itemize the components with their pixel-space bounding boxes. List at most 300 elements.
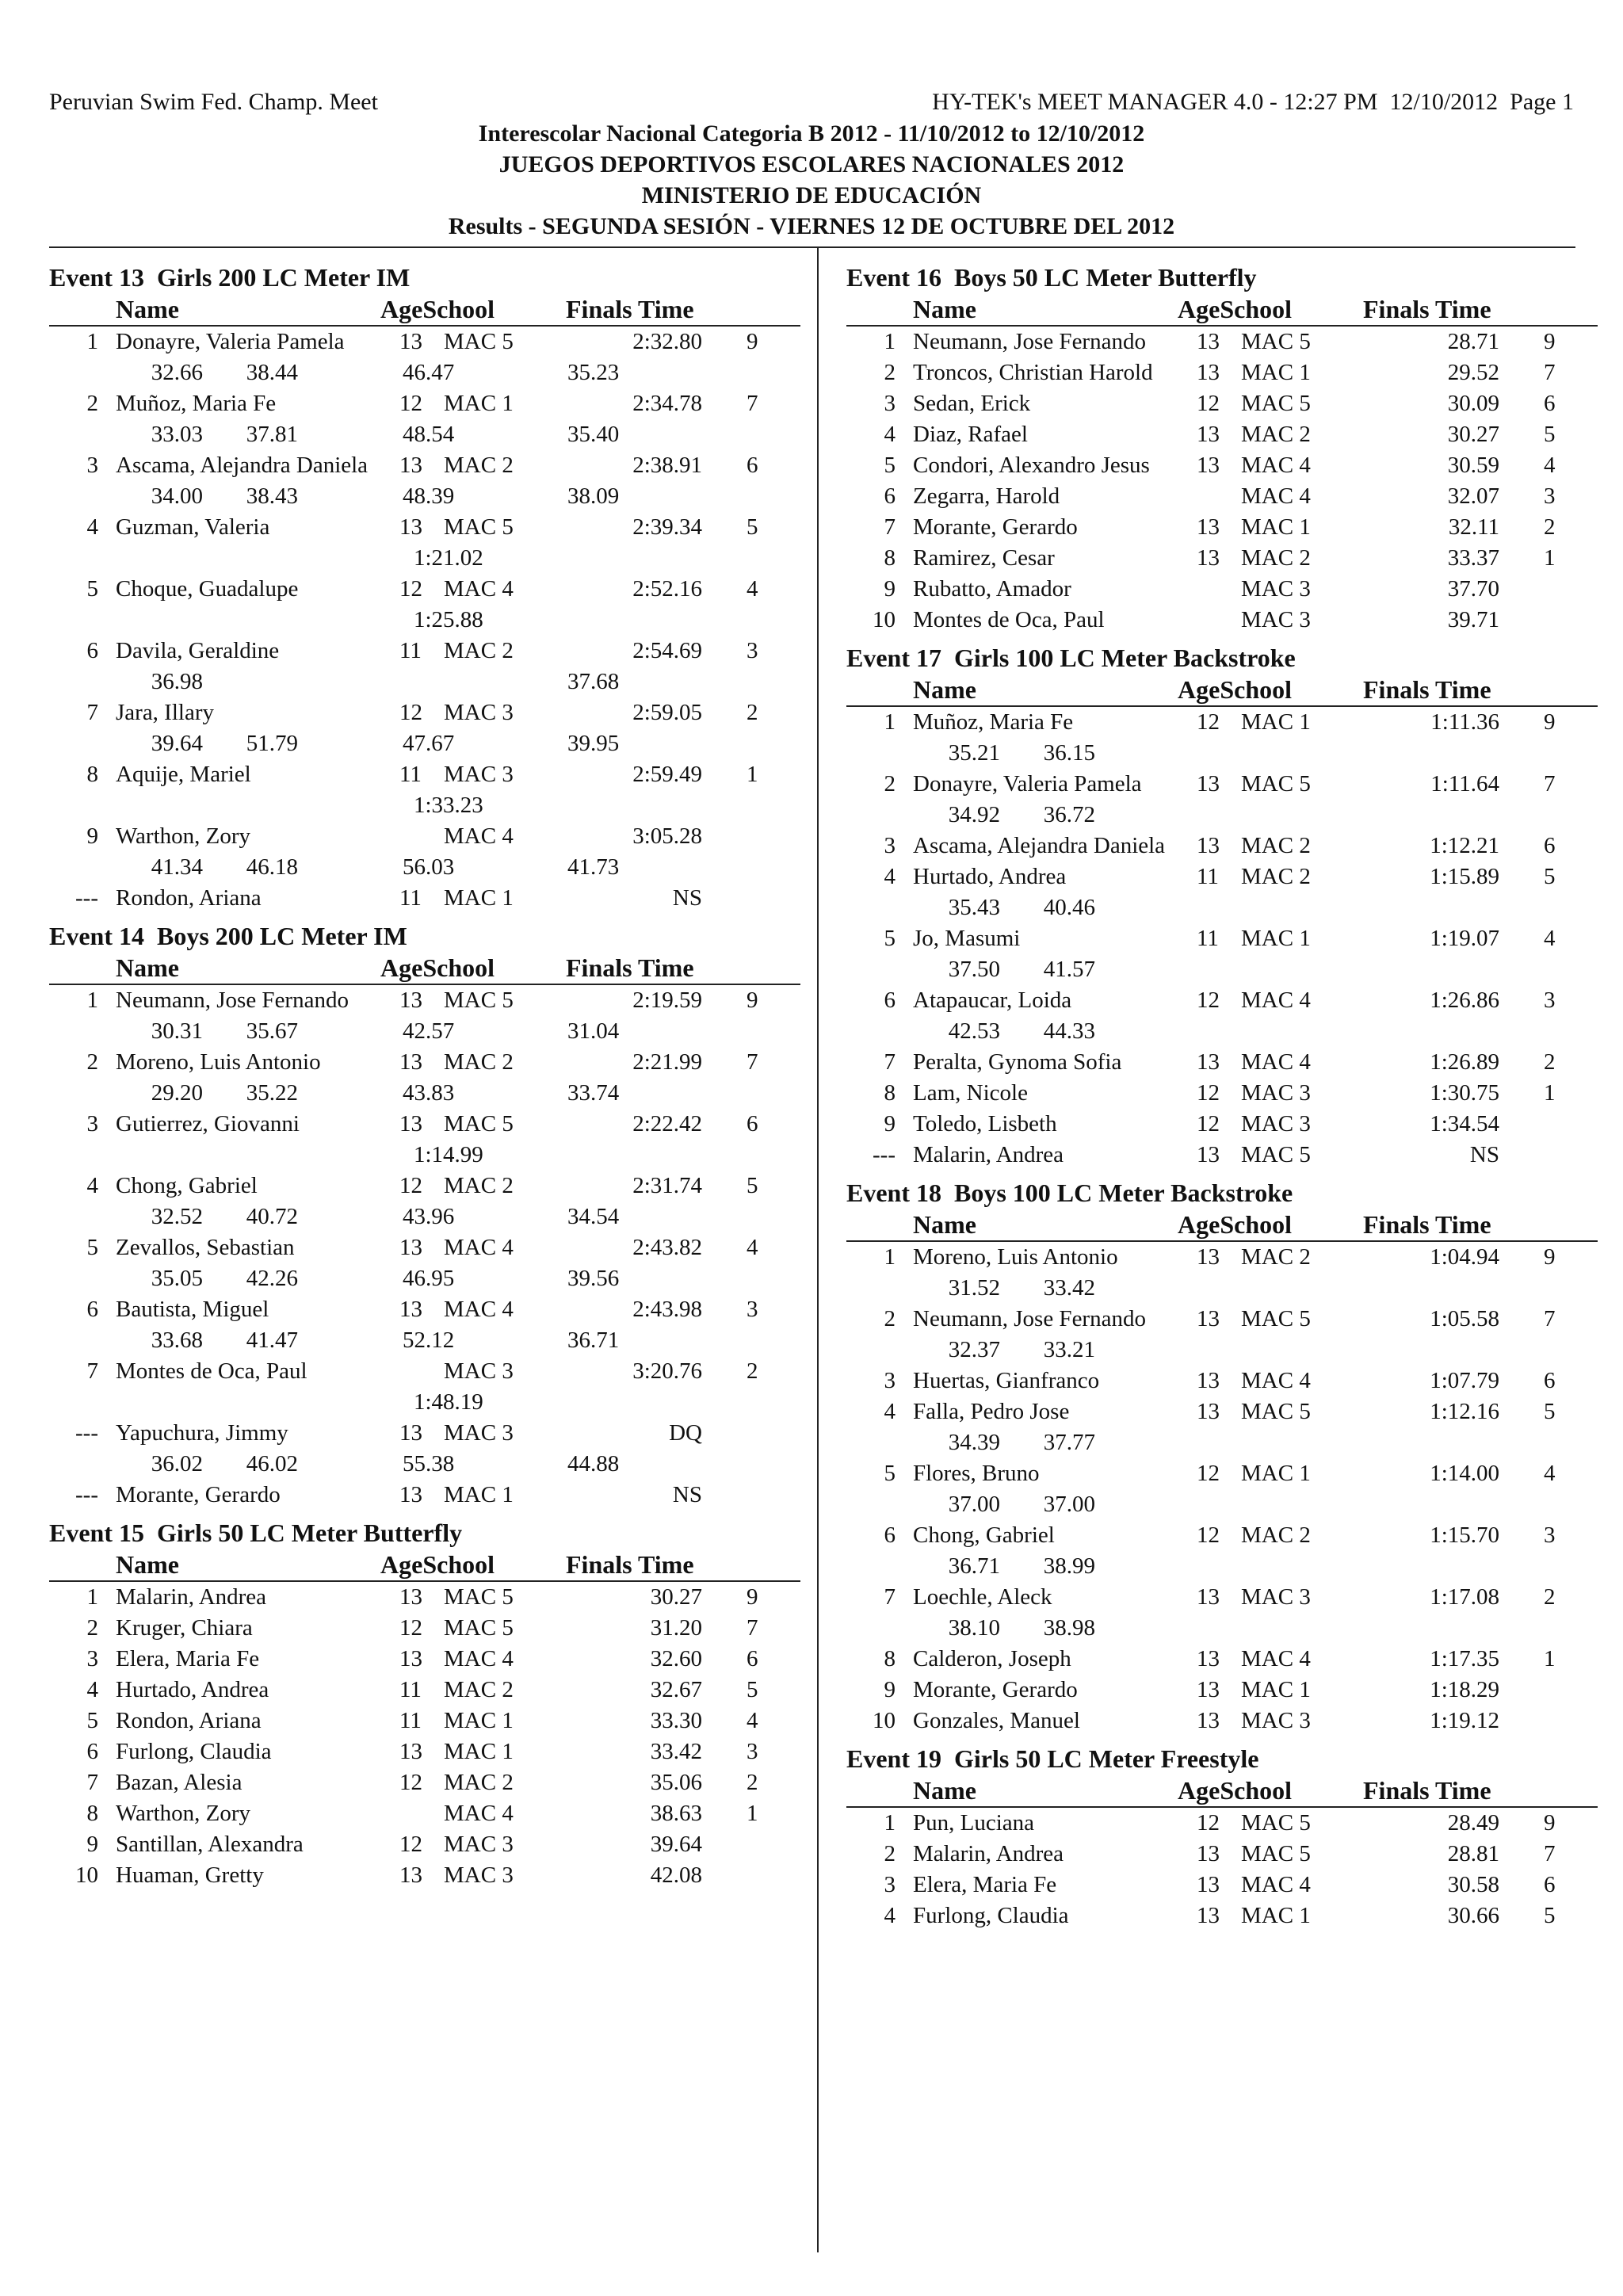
finals-time: 1:15.89 xyxy=(1430,864,1499,889)
split-row xyxy=(846,954,1598,985)
place: 3 xyxy=(86,453,98,478)
points: 5 xyxy=(747,1173,758,1198)
meet-name: Peruvian Swim Fed. Champ. Meet xyxy=(49,89,378,115)
points: 9 xyxy=(747,988,758,1013)
col-header-finals-time: Finals Time xyxy=(566,295,694,323)
age: 12 xyxy=(399,1770,422,1795)
result-row xyxy=(49,1232,800,1263)
age: 13 xyxy=(1197,1841,1220,1866)
column-divider xyxy=(817,247,819,2252)
col-header-name: Name xyxy=(913,675,976,704)
age: 13 xyxy=(1197,329,1220,354)
result-row xyxy=(846,388,1598,419)
place: 7 xyxy=(86,1358,98,1384)
school: MAC 5 xyxy=(444,514,514,540)
school: MAC 2 xyxy=(444,1049,514,1075)
event-title: Event 18 Boys 100 LC Meter Backstroke xyxy=(846,1179,1293,1207)
swimmer-name: Hurtado, Andrea xyxy=(913,864,1067,889)
school: MAC 5 xyxy=(444,1584,514,1610)
split-time: 37.00 xyxy=(948,1492,1000,1517)
swimmer-name: Furlong, Claudia xyxy=(116,1739,272,1764)
result-row xyxy=(49,1480,800,1511)
points: 7 xyxy=(1544,771,1556,797)
school: MAC 1 xyxy=(1241,709,1311,735)
finals-time: 1:17.08 xyxy=(1430,1584,1499,1610)
swimmer-name: Ramirez, Cesar xyxy=(913,545,1055,571)
place: 1 xyxy=(884,709,896,735)
result-row xyxy=(846,574,1598,605)
result-row xyxy=(49,1798,800,1829)
finals-time: 32.07 xyxy=(1447,483,1499,509)
school: MAC 2 xyxy=(444,1677,514,1702)
split-time: 55.38 xyxy=(403,1451,455,1477)
place: --- xyxy=(75,885,98,911)
points: 7 xyxy=(1544,360,1556,385)
school: MAC 1 xyxy=(1241,360,1311,385)
result-row xyxy=(846,1047,1598,1078)
age: 13 xyxy=(399,1235,422,1260)
place: 7 xyxy=(884,514,896,540)
split-time: 52.12 xyxy=(403,1328,455,1353)
finals-time: NS xyxy=(1469,1142,1499,1167)
split-time: 34.00 xyxy=(151,483,203,509)
finals-time: 33.30 xyxy=(650,1708,702,1733)
school: MAC 5 xyxy=(1241,1142,1311,1167)
school: MAC 5 xyxy=(444,1111,514,1137)
split-time: 35.67 xyxy=(246,1018,298,1044)
finals-time: 37.70 xyxy=(1447,576,1499,602)
swimmer-name: Flores, Bruno xyxy=(913,1461,1040,1486)
school: MAC 4 xyxy=(444,1646,514,1671)
swimmer-name: Neumann, Jose Fernando xyxy=(913,329,1146,354)
place: 1 xyxy=(884,1810,896,1836)
result-row xyxy=(846,450,1598,481)
place: 7 xyxy=(86,1770,98,1795)
points: 9 xyxy=(747,329,758,354)
result-row xyxy=(846,1109,1598,1140)
points: 2 xyxy=(747,1358,758,1384)
col-header-name: Name xyxy=(116,1550,179,1579)
points: 7 xyxy=(747,391,758,416)
points: 4 xyxy=(747,1235,758,1260)
split-row xyxy=(49,1387,800,1418)
split-row xyxy=(49,728,800,759)
place: 6 xyxy=(884,988,896,1013)
swimmer-name: Davila, Geraldine xyxy=(116,638,280,663)
points: 1 xyxy=(747,1801,758,1826)
split-row xyxy=(49,1325,800,1356)
split-row xyxy=(49,852,800,883)
swimmer-name: Morante, Gerardo xyxy=(116,1482,281,1507)
swimmer-name: Malarin, Andrea xyxy=(116,1584,267,1610)
event-title: Event 16 Boys 50 LC Meter Butterfly xyxy=(846,263,1257,292)
split-time: 31.04 xyxy=(567,1018,620,1044)
split-time: 40.46 xyxy=(1043,895,1095,920)
split-time: 34.92 xyxy=(948,802,1000,827)
split-time: 35.05 xyxy=(151,1266,203,1291)
place: 1 xyxy=(86,329,98,354)
split-row xyxy=(49,543,800,574)
finals-time: 1:34.54 xyxy=(1430,1111,1499,1137)
place: 9 xyxy=(86,823,98,849)
age: 13 xyxy=(1197,771,1220,797)
place: 6 xyxy=(884,483,896,509)
event-block xyxy=(846,642,1598,1171)
column-header-row xyxy=(846,293,1598,327)
split-time: 38.99 xyxy=(1043,1553,1095,1579)
split-time: 44.33 xyxy=(1043,1018,1095,1044)
swimmer-name: Chong, Gabriel xyxy=(913,1522,1055,1548)
result-row xyxy=(846,1458,1598,1489)
school: MAC 2 xyxy=(444,1173,514,1198)
result-row xyxy=(49,1418,800,1449)
finals-time: 1:05.58 xyxy=(1430,1306,1499,1331)
result-row xyxy=(846,707,1598,738)
split-time: 33.21 xyxy=(1043,1337,1095,1362)
split-time: 41.57 xyxy=(1043,957,1095,982)
place: 2 xyxy=(884,1841,896,1866)
result-row xyxy=(846,1706,1598,1736)
finals-time: 2:43.82 xyxy=(632,1235,702,1260)
points: 5 xyxy=(747,514,758,540)
swimmer-name: Malarin, Andrea xyxy=(913,1841,1064,1866)
result-row xyxy=(846,327,1598,357)
finals-time: 2:54.69 xyxy=(632,638,702,663)
result-row xyxy=(846,769,1598,800)
result-row xyxy=(49,1356,800,1387)
place: 2 xyxy=(86,1049,98,1075)
split-time: 38.10 xyxy=(948,1615,1000,1641)
finals-time: 42.08 xyxy=(650,1862,702,1888)
finals-time: 30.66 xyxy=(1447,1903,1499,1928)
points: 9 xyxy=(1544,329,1556,354)
age: 13 xyxy=(399,1049,422,1075)
place: --- xyxy=(873,1142,896,1167)
age: 13 xyxy=(399,1584,422,1610)
column-header-row xyxy=(49,1549,800,1582)
points: 1 xyxy=(1544,1646,1556,1671)
software-stamp: HY-TEK's MEET MANAGER 4.0 - 12:27 PM 12/10/2012 Page 1 xyxy=(932,89,1574,115)
split-row xyxy=(846,800,1598,831)
split-row xyxy=(846,738,1598,769)
split-time: 33.03 xyxy=(151,422,203,447)
points: 1 xyxy=(1544,545,1556,571)
age: 13 xyxy=(399,453,422,478)
swimmer-name: Gutierrez, Giovanni xyxy=(116,1111,300,1137)
result-row xyxy=(846,1520,1598,1551)
swimmer-name: Hurtado, Andrea xyxy=(116,1677,269,1702)
place: 5 xyxy=(884,1461,896,1486)
age: 12 xyxy=(1197,1522,1220,1548)
swimmer-name: Morante, Gerardo xyxy=(913,514,1078,540)
result-row xyxy=(846,419,1598,450)
result-row xyxy=(49,985,800,1016)
finals-time: 1:18.29 xyxy=(1430,1677,1499,1702)
finals-time: 1:11.36 xyxy=(1430,709,1499,735)
age: 13 xyxy=(399,1739,422,1764)
swimmer-name: Moreno, Luis Antonio xyxy=(913,1244,1118,1270)
result-row xyxy=(846,1808,1598,1839)
age: 13 xyxy=(1197,1142,1220,1167)
col-header-finals-time: Finals Time xyxy=(1363,1776,1491,1805)
split-row xyxy=(49,1449,800,1480)
place: 2 xyxy=(86,391,98,416)
points: 3 xyxy=(1544,483,1556,509)
points: 2 xyxy=(747,1770,758,1795)
place: 9 xyxy=(86,1832,98,1857)
result-row xyxy=(49,883,800,914)
column-header-row xyxy=(846,1775,1598,1808)
finals-time: DQ xyxy=(669,1420,702,1446)
school: MAC 3 xyxy=(444,1420,514,1446)
result-row xyxy=(846,1839,1598,1870)
age: 13 xyxy=(399,329,422,354)
school: MAC 2 xyxy=(444,638,514,663)
place: 6 xyxy=(86,1297,98,1322)
place: --- xyxy=(75,1482,98,1507)
place: 4 xyxy=(86,1677,98,1702)
col-header-name: Name xyxy=(913,1210,976,1239)
col-header-age-school: AgeSchool xyxy=(1178,295,1292,323)
age: 12 xyxy=(1197,1080,1220,1106)
split-time: 33.68 xyxy=(151,1328,203,1353)
split-time: 36.02 xyxy=(151,1451,203,1477)
split-time: 1:48.19 xyxy=(414,1389,483,1415)
finals-time: 1:04.94 xyxy=(1430,1244,1499,1270)
split-row xyxy=(846,1613,1598,1644)
finals-time: 1:26.86 xyxy=(1430,988,1499,1013)
age: 12 xyxy=(399,1173,422,1198)
result-row xyxy=(49,1171,800,1201)
school: MAC 5 xyxy=(444,988,514,1013)
points: 6 xyxy=(1544,391,1556,416)
result-row xyxy=(846,1396,1598,1427)
finals-time: 2:32.80 xyxy=(632,329,702,354)
split-time: 29.20 xyxy=(151,1080,203,1106)
age: 11 xyxy=(399,762,422,787)
points: 2 xyxy=(1544,514,1556,540)
age: 11 xyxy=(399,1677,422,1702)
finals-time: 33.37 xyxy=(1447,545,1499,571)
age: 13 xyxy=(1197,453,1220,478)
header-rule xyxy=(49,246,1575,248)
age: 11 xyxy=(1197,926,1219,951)
points: 9 xyxy=(747,1584,758,1610)
finals-time: 1:07.79 xyxy=(1430,1368,1499,1393)
age: 12 xyxy=(1197,709,1220,735)
points: 4 xyxy=(1544,453,1556,478)
age: 13 xyxy=(1197,514,1220,540)
age: 13 xyxy=(399,1420,422,1446)
result-row xyxy=(846,543,1598,574)
age: 12 xyxy=(399,1615,422,1641)
place: 5 xyxy=(86,1235,98,1260)
age: 13 xyxy=(399,1111,422,1137)
swimmer-name: Diaz, Rafael xyxy=(913,422,1028,447)
finals-time: 2:59.49 xyxy=(632,762,702,787)
split-time: 40.72 xyxy=(246,1204,298,1229)
place: 1 xyxy=(884,1244,896,1270)
col-header-finals-time: Finals Time xyxy=(566,953,694,982)
title-line-1: Interescolar Nacional Categoria B 2012 - 11/10/2012 to 12/10/2012 xyxy=(478,120,1145,147)
right-column xyxy=(846,262,1598,1938)
school: MAC 1 xyxy=(1241,926,1311,951)
school: MAC 4 xyxy=(1241,1646,1311,1671)
school: MAC 4 xyxy=(444,823,514,849)
result-row xyxy=(49,1675,800,1706)
result-row xyxy=(49,1582,800,1613)
event-title: Event 17 Girls 100 LC Meter Backstroke xyxy=(846,644,1296,672)
column-header-row xyxy=(49,293,800,327)
left-column xyxy=(49,262,800,1897)
school: MAC 5 xyxy=(1241,771,1311,797)
school: MAC 4 xyxy=(444,1297,514,1322)
split-row xyxy=(49,1263,800,1294)
split-time: 33.42 xyxy=(1043,1275,1095,1301)
split-time: 39.64 xyxy=(151,731,203,756)
school: MAC 1 xyxy=(444,1482,514,1507)
result-row xyxy=(846,1644,1598,1675)
finals-time: 30.27 xyxy=(1447,422,1499,447)
result-row xyxy=(49,512,800,543)
split-time: 41.47 xyxy=(246,1328,298,1353)
finals-time: 30.58 xyxy=(1447,1872,1499,1897)
result-row xyxy=(846,1304,1598,1335)
col-header-age-school: AgeSchool xyxy=(380,1550,495,1579)
school: MAC 5 xyxy=(1241,391,1311,416)
school: MAC 4 xyxy=(1241,1368,1311,1393)
points: 2 xyxy=(747,700,758,725)
finals-time: 39.71 xyxy=(1447,607,1499,632)
finals-time: 3:05.28 xyxy=(632,823,702,849)
result-row xyxy=(846,1242,1598,1273)
result-row xyxy=(49,1109,800,1140)
place: 7 xyxy=(884,1584,896,1610)
swimmer-name: Rondon, Ariana xyxy=(116,1708,262,1733)
school: MAC 2 xyxy=(444,453,514,478)
points: 1 xyxy=(747,762,758,787)
points: 6 xyxy=(747,453,758,478)
age: 12 xyxy=(399,700,422,725)
finals-time: 1:19.07 xyxy=(1430,926,1499,951)
swimmer-name: Donayre, Valeria Pamela xyxy=(913,771,1142,797)
finals-time: 1:12.16 xyxy=(1430,1399,1499,1424)
place: 3 xyxy=(86,1646,98,1671)
finals-time: 30.27 xyxy=(650,1584,702,1610)
school: MAC 2 xyxy=(1241,833,1311,858)
age: 13 xyxy=(1197,1584,1220,1610)
split-time: 51.79 xyxy=(246,731,298,756)
points: 4 xyxy=(1544,926,1556,951)
place: 6 xyxy=(884,1522,896,1548)
finals-time: 1:30.75 xyxy=(1430,1080,1499,1106)
event-block xyxy=(846,1177,1598,1736)
event-block xyxy=(846,262,1598,636)
age: 12 xyxy=(1197,391,1220,416)
place: 6 xyxy=(86,1739,98,1764)
place: 4 xyxy=(86,514,98,540)
place: 9 xyxy=(884,1111,896,1137)
place: 3 xyxy=(884,833,896,858)
split-time: 38.98 xyxy=(1043,1615,1095,1641)
split-row xyxy=(49,1201,800,1232)
points: 3 xyxy=(747,638,758,663)
split-time: 41.73 xyxy=(567,854,620,880)
school: MAC 3 xyxy=(444,1832,514,1857)
split-time: 42.57 xyxy=(403,1018,455,1044)
col-header-age-school: AgeSchool xyxy=(380,953,495,982)
age: 13 xyxy=(1197,1646,1220,1671)
place: 5 xyxy=(86,576,98,602)
age: 11 xyxy=(1197,864,1219,889)
place: 2 xyxy=(884,1306,896,1331)
event-block xyxy=(49,920,800,1511)
swimmer-name: Loechle, Aleck xyxy=(913,1584,1052,1610)
swimmer-name: Chong, Gabriel xyxy=(116,1173,258,1198)
school: MAC 2 xyxy=(1241,864,1311,889)
finals-time: 28.71 xyxy=(1447,329,1499,354)
split-time: 46.95 xyxy=(403,1266,455,1291)
result-row xyxy=(49,1644,800,1675)
points: 7 xyxy=(747,1049,758,1075)
age: 13 xyxy=(399,1482,422,1507)
swimmer-name: Toledo, Lisbeth xyxy=(913,1111,1057,1137)
swimmer-name: Rubatto, Amador xyxy=(913,576,1071,602)
result-row xyxy=(49,1829,800,1860)
age: 13 xyxy=(1197,1872,1220,1897)
age: 13 xyxy=(399,1297,422,1322)
swimmer-name: Kruger, Chiara xyxy=(116,1615,253,1641)
result-row xyxy=(846,1140,1598,1171)
points: 7 xyxy=(747,1615,758,1641)
result-row xyxy=(49,574,800,605)
result-row xyxy=(846,1901,1598,1931)
result-row xyxy=(49,1736,800,1767)
split-time: 44.88 xyxy=(567,1451,620,1477)
swimmer-name: Huertas, Gianfranco xyxy=(913,1368,1100,1393)
swimmer-name: Gonzales, Manuel xyxy=(913,1708,1080,1733)
split-row xyxy=(846,1489,1598,1520)
place: 7 xyxy=(884,1049,896,1075)
split-time: 46.47 xyxy=(403,360,455,385)
finals-time: 2:59.05 xyxy=(632,700,702,725)
finals-time: 3:20.76 xyxy=(632,1358,702,1384)
points: 4 xyxy=(747,576,758,602)
points: 4 xyxy=(747,1708,758,1733)
swimmer-name: Ascama, Alejandra Daniela xyxy=(913,833,1166,858)
age: 12 xyxy=(399,391,422,416)
finals-time: NS xyxy=(672,1482,702,1507)
points: 5 xyxy=(1544,1903,1556,1928)
school: MAC 1 xyxy=(444,885,514,911)
split-row xyxy=(49,481,800,512)
finals-time: 2:21.99 xyxy=(632,1049,702,1075)
points: 9 xyxy=(1544,1244,1556,1270)
school: MAC 5 xyxy=(1241,1841,1311,1866)
swimmer-name: Aquije, Mariel xyxy=(116,762,251,787)
school: MAC 1 xyxy=(1241,514,1311,540)
col-header-name: Name xyxy=(913,1776,976,1805)
split-time: 36.98 xyxy=(151,669,203,694)
split-time: 32.37 xyxy=(948,1337,1000,1362)
split-time: 38.44 xyxy=(246,360,298,385)
split-time: 1:14.99 xyxy=(414,1142,483,1167)
swimmer-name: Muñoz, Maria Fe xyxy=(913,709,1074,735)
points: 6 xyxy=(1544,833,1556,858)
finals-time: 2:38.91 xyxy=(632,453,702,478)
place: 1 xyxy=(86,988,98,1013)
place: 4 xyxy=(884,1903,896,1928)
